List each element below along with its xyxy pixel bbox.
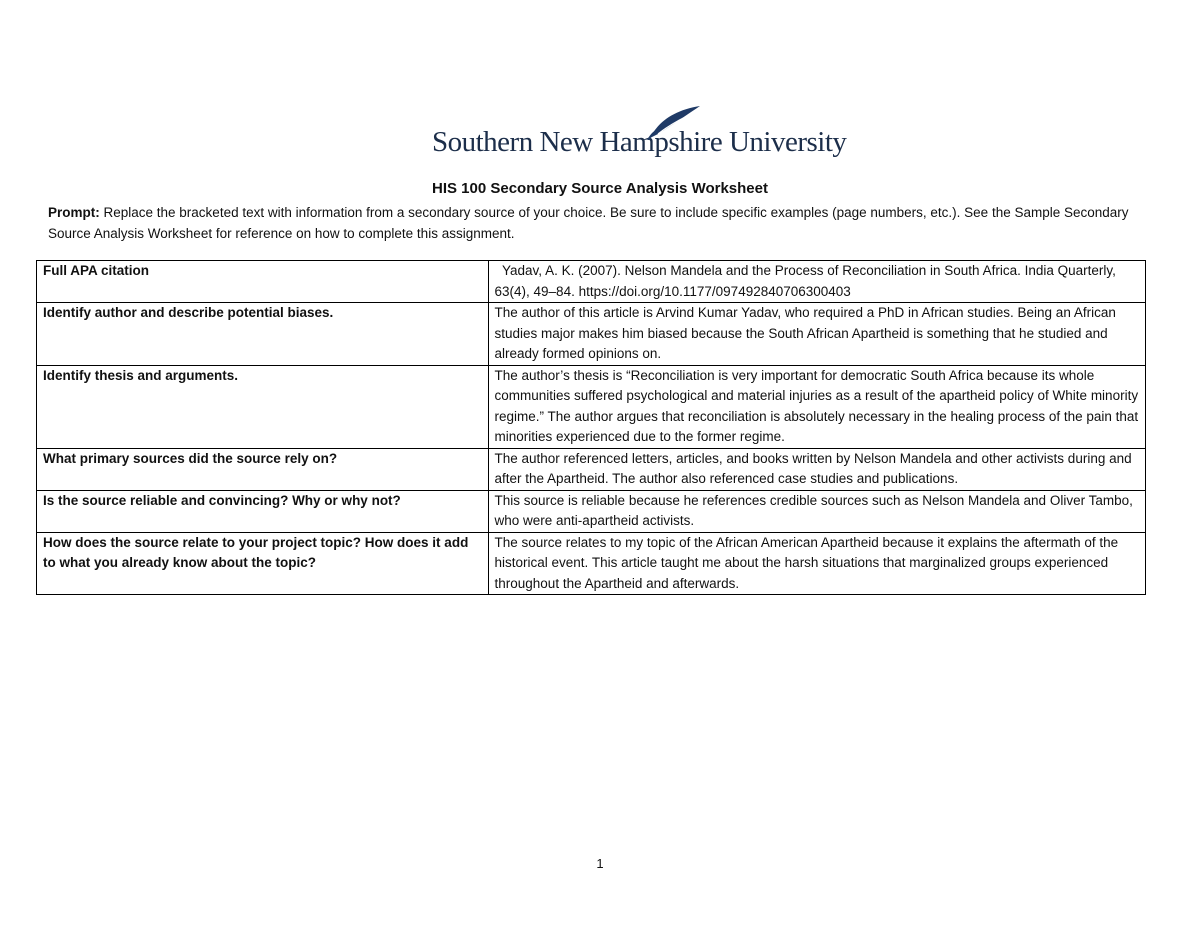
question-cell: Identify author and describe potential biases. — [37, 303, 489, 366]
snhu-logo — [432, 104, 847, 162]
page-number: 1 — [596, 856, 604, 871]
prompt-text: Replace the bracketed text with information from a secondary source of your choice. Be sure to include specific examples (page numbers, etc.). See the Sample Secondary Source Analysis Worksheet for reference on how to complete this assignment. — [48, 205, 1129, 241]
leaf-icon — [644, 104, 704, 140]
question-cell: Identify thesis and arguments. — [37, 365, 489, 448]
table-row — [37, 532, 1146, 595]
answer-cell: The author of this article is Arvind Kumar Yadav, who required a PhD in African studies. Being an African studies major makes him biased because the South African Apartheid is something that he studied and already formed opinions on. — [488, 303, 1145, 366]
table-row — [37, 490, 1146, 532]
question-cell: How does the source relate to your project topic? How does it add to what you already know about the topic? — [37, 532, 489, 595]
answer-cell: This source is reliable because he references credible sources such as Nelson Mandela and Oliver Tambo, who were anti-apartheid activists. — [488, 490, 1145, 532]
question-cell: Is the source reliable and convincing? Why or why not? — [37, 490, 489, 532]
answer-cell: The source relates to my topic of the African American Apartheid because it explains the aftermath of the historical event. This article taught me about the harsh situations that marginalized groups experienced throughout the Apartheid and afterwards. — [488, 532, 1145, 595]
prompt-label: Prompt: — [48, 205, 100, 220]
table-row — [37, 303, 1146, 366]
prompt-paragraph — [48, 202, 1158, 244]
logo-wordmark: Southern New Hampshire University — [432, 126, 847, 158]
answer-cell: The author’s thesis is “Reconciliation is very important for democratic South Africa because its whole communities suffered psychological and material injuries as a result of the apartheid policy of White minority regime.” The author argues that reconciliation is absolutely necessary in the healing process of the pain that minorities experienced due to the former regime. — [488, 365, 1145, 448]
answer-cell: The author referenced letters, articles, and books written by Nelson Mandela and other activists during and after the Apartheid. The author also referenced case studies and publications. — [488, 448, 1145, 490]
answer-cell: Yadav, A. K. (2007). Nelson Mandela and the Process of Reconciliation in South Africa. India Quarterly, 63(4), 49–84. https://doi.org/10.1177/097492840706300403 — [488, 261, 1145, 303]
question-cell: Full APA citation — [37, 261, 489, 303]
table-row — [37, 448, 1146, 490]
analysis-table — [36, 260, 1146, 595]
question-cell: What primary sources did the source rely on? — [37, 448, 489, 490]
table-row — [37, 261, 1146, 303]
table-row — [37, 365, 1146, 448]
worksheet-title: HIS 100 Secondary Source Analysis Worksheet — [432, 180, 768, 197]
